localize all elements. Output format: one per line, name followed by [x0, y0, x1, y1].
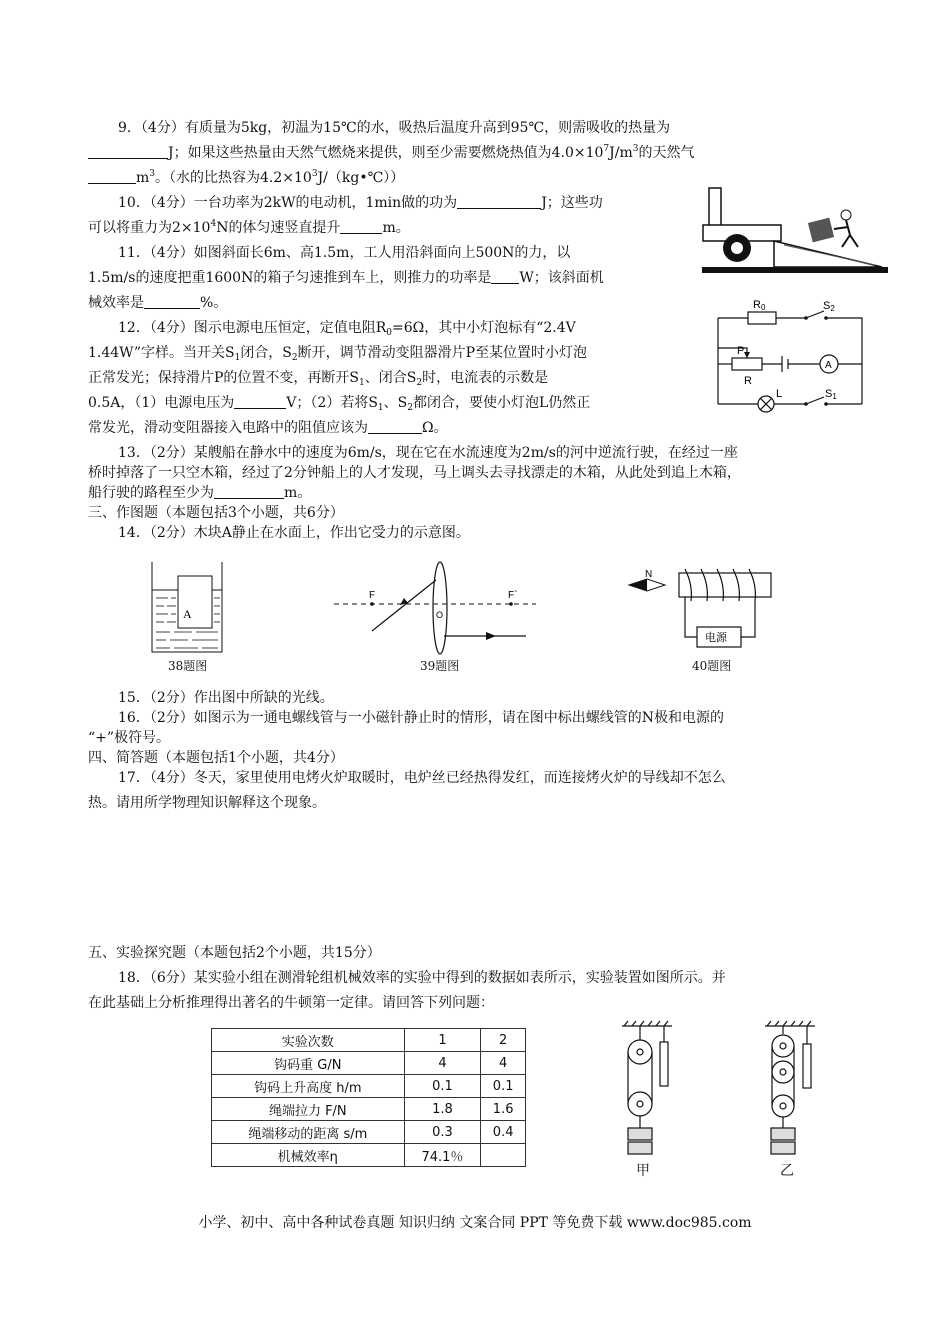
answer-blank[interactable]: [340, 219, 382, 234]
table-row: 绳端拉力 F/N 1.8 1.6: [212, 1098, 526, 1121]
q12-line4: 0.5A，（1）电源电压为 V；（2）若将$S_1$、$S_2$都闭合，要使小灯泡L仍然正: [88, 395, 591, 413]
q17-line1: 17．（4分）冬天，家里使用电烤火炉取暖时，电炉丝已经热得发红，而连接烤火炉的导线却不怎么: [118, 770, 726, 786]
q11-line1: 11．（4分）如图斜面长6m、高1.5m，工人用沿斜面向上500N的力，以: [118, 245, 571, 261]
q15-text: 15．（2分）作出图中所缺的光线。: [118, 690, 334, 706]
ammeter-label: A: [825, 360, 832, 371]
table-row: 实验次数 1 2: [212, 1029, 526, 1052]
q9-line1: 9．（4分）有质量为5kg，初温为15℃的水，吸热后温度升高到95℃，则需吸收的热量为: [118, 120, 671, 136]
pulley-setup-left: [612, 1020, 682, 1170]
answer-blank[interactable]: [234, 394, 286, 409]
power-source-label: 电源: [705, 631, 727, 644]
experiment-data-table: [211, 1028, 526, 1167]
answer-blank[interactable]: [368, 419, 422, 434]
fig40-caption: 40题图: [692, 659, 732, 673]
q12-line3: 正常发光；保持滑片P的位置不变，再断开$S_1$、闭合$S_2$时，电流表的示数是: [88, 370, 549, 388]
q12-line1: 12．（4分）图示电源电压恒定，定值电阻$R_0=6\Omega$，其中小灯泡标有“2.4V: [118, 320, 576, 338]
q9-line2: J；如果这些热量由天然气燃烧来提供，则至少需要燃烧热值为$4.0\times 10^7J/m^3$的天然气: [88, 143, 695, 163]
q18-line2: 在此基础上分析推理得出著名的牛顿第一定律。请回答下列问题：: [88, 995, 494, 1011]
fig38-water-tank: [148, 560, 226, 656]
s2-label: S2: [823, 300, 835, 313]
table-row: 钩码重 G/N 4 4: [212, 1052, 526, 1075]
optical-center-label: O: [436, 610, 444, 620]
section-5-heading: 五、实验探究题（本题包括2个小题，共15分）: [88, 945, 381, 961]
pulley-setup-right: [755, 1020, 825, 1170]
pulley-left-label: 甲: [636, 1163, 650, 1179]
q13-line3: 船行驶的路程至少为 m。: [88, 485, 312, 501]
section-3-heading: 三、作图题（本题包括3个小题，共6分）: [88, 505, 344, 521]
s1-label: S1: [825, 388, 837, 401]
page-footer: 小学、初中、高中各种试卷真题 知识归纳 文案合同 PPT 等免费下载 www.doc985.com: [198, 1215, 752, 1231]
table-row: 机械效率η 74.1％: [212, 1144, 526, 1167]
p-label: P: [737, 345, 745, 357]
table-row: 钩码上升高度 h/m 0.1 0.1: [212, 1075, 526, 1098]
q11-line2: 1.5m/s的速度把重1600N的箱子匀速推到车上，则推力的功率是 W；该斜面机: [88, 270, 604, 286]
q12-line2: 1.44W”字样。当开关$S_1$闭合，$S_2$断开，调节滑动变阻器滑片P至某位置时小灯泡: [88, 345, 588, 363]
ramp-cart-figure: [700, 185, 890, 277]
q16-line2: “+”极符号。: [88, 730, 171, 746]
l-label: L: [776, 388, 783, 400]
q17-line2: 热。请用所学物理知识解释这个现象。: [88, 795, 326, 811]
focus-f2-label: F`: [508, 590, 518, 601]
answer-blank[interactable]: [491, 269, 519, 284]
q10-line1: 10．（4分）一台功率为2kW的电动机，1min做的功为 J；这些功: [118, 195, 603, 211]
q16-line1: 16．（2分）如图示为一通电螺线管与一小磁针静止时的情形，请在图中标出螺线管的N极和电源的: [118, 710, 724, 726]
table-row: 绳端移动的距离 s/m 0.3 0.4: [212, 1121, 526, 1144]
q9-line3: $m^3$。（水的比热容为$4.2\times 10^3J/(kg•℃)$）: [88, 168, 404, 188]
focus-f-label: F: [369, 590, 376, 601]
circuit-figure: [710, 296, 872, 416]
answer-blank[interactable]: [214, 484, 284, 499]
q11-line3: 械效率是 %。: [88, 295, 228, 311]
needle-n-label: N: [645, 569, 653, 580]
fig39-caption: 39题图: [420, 659, 460, 673]
answer-blank[interactable]: [88, 144, 168, 159]
r0-label: R0: [753, 299, 766, 312]
r-label: R: [744, 375, 752, 387]
answer-blank[interactable]: [457, 194, 541, 209]
block-a-label: A: [183, 607, 192, 621]
fig40-solenoid: [625, 565, 785, 657]
pulley-right-label: 乙: [780, 1163, 794, 1179]
q12-line5: 常发光，滑动变阻器接入电路中的阻值应该为 Ω。: [88, 420, 448, 436]
q13-line2: 桥时掉落了一只空木箱，经过了2分钟船上的人才发现，马上调头去寻找漂走的木箱，从此处到追上木箱，: [88, 465, 741, 481]
fig39-lens: [330, 560, 540, 660]
fig38-caption: 38题图: [168, 659, 208, 673]
section-4-heading: 四、简答题（本题包括1个小题，共4分）: [88, 750, 344, 766]
answer-blank[interactable]: [88, 169, 136, 184]
q18-line1: 18．（6分）某实验小组在测滑轮组机械效率的实验中得到的数据如表所示，实验装置如图所示。并: [118, 970, 726, 986]
answer-blank[interactable]: [144, 294, 200, 309]
q14-text: 14．（2分）木块A静止在水面上，作出它受力的示意图。: [118, 525, 470, 541]
q13-line1: 13．（2分）某艘船在静水中的速度为6m/s，现在它在水流速度为2m/s的河中逆流行驶，在经过一座: [118, 445, 738, 461]
q10-line2: 可以将重力为$2\times 10^4N$的体匀速竖直提升 m。: [88, 219, 410, 236]
